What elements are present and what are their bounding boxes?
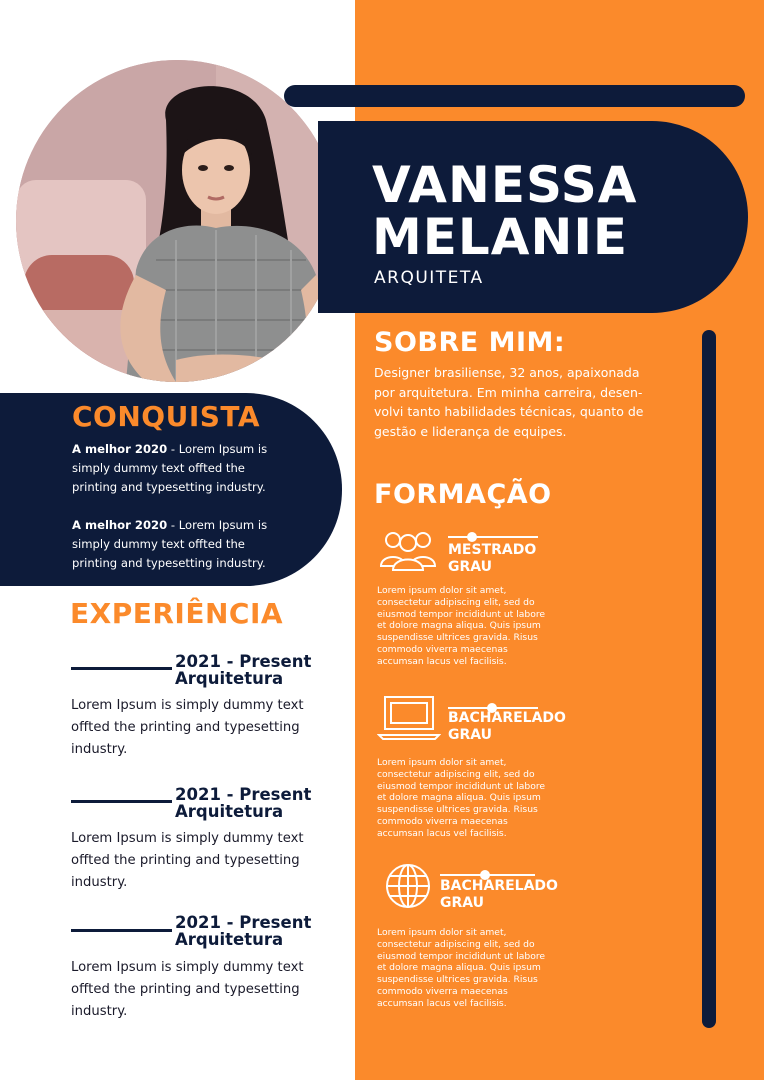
education-3-text: Lorem ipsum dolor sit amet, consectetur adipiscing elit, sed do eiusmod tempor incididunt ut labore et dolore magna aliqua. Quis ipsum suspendisse ultrices gravida. Risus commodo viverra maecenas accumsan lacus vel facilisis.: [377, 927, 546, 1009]
education-2-title-line1: BACHARELADO: [448, 710, 566, 726]
education-title: FORMAÇÃO: [374, 479, 552, 510]
about-title: SOBRE MIM:: [374, 327, 566, 358]
experience-1-header: [175, 653, 311, 687]
laptop-icon: [377, 695, 439, 747]
top-accent-bar: [284, 85, 745, 107]
experience-2-position: Arquitetura: [175, 802, 284, 821]
education-3-title-line1: BACHARELADO: [440, 878, 558, 894]
right-accent-bar: [702, 330, 716, 1028]
job-role: ARQUITETA: [374, 268, 484, 288]
education-2-title: [448, 710, 566, 744]
people-group-icon: [377, 528, 439, 580]
education-1-title-line2: GRAU: [448, 559, 493, 575]
globe-icon: [384, 862, 446, 914]
education-1-title-line1: MESTRADO: [448, 542, 537, 558]
education-3-title-line2: GRAU: [440, 895, 485, 911]
achievement-item: [72, 516, 292, 573]
experience-1-period: 2021 - Present: [175, 652, 312, 671]
profile-photo: [16, 60, 338, 382]
education-1-divider: [448, 536, 538, 538]
education-1-title: [448, 542, 536, 576]
achievement-text: - Lorem Ipsum is simply dummy text offted the printing and typesetting industry.: [72, 518, 268, 570]
about-text: Designer brasiliense, 32 anos, apaixonada por arquitetura. Em minha carreira, desen- volvi tanto habilidades técnicas, quanto de gestão e liderança de equipes.: [374, 365, 644, 439]
education-1-text: Lorem ipsum dolor sit amet, consectetur adipiscing elit, sed do eiusmod tempor incididunt ut labore et dolore magna aliqua. Quis ipsum suspendisse ultrices gravida. Risus commodo viverra maecenas accumsan lacus vel facilisis.: [377, 585, 546, 667]
achievement-label: A melhor 2020: [72, 518, 168, 532]
achievement-text: - Lorem Ipsum is simply dummy text offted the printing and typesetting industry.: [72, 442, 268, 494]
education-1-dot: [467, 532, 477, 542]
achievement-label: A melhor 2020: [72, 442, 168, 456]
profile-photo-illustration: [16, 60, 338, 382]
education-3-title: [440, 878, 558, 912]
experience-3-text: Lorem Ipsum is simply dummy text offted the printing and typesetting industry.: [71, 960, 304, 1019]
education-2-text: Lorem ipsum dolor sit amet, consectetur adipiscing elit, sed do eiusmod tempor incididunt ut labore et dolore magna aliqua. Quis ipsum suspendisse ultrices gravida. Risus commodo viverra maecenas accumsan lacus vel facilisis.: [377, 757, 546, 839]
experience-3-divider: [71, 929, 172, 932]
experience-3-period: 2021 - Present: [175, 913, 312, 932]
experience-3-position: Arquitetura: [175, 930, 284, 949]
experience-2-period: 2021 - Present: [175, 785, 312, 804]
experience-1-position: Arquitetura: [175, 669, 284, 688]
experience-2-divider: [71, 800, 172, 803]
last-name: MELANIE: [372, 208, 629, 266]
experience-2-text: Lorem Ipsum is simply dummy text offted the printing and typesetting industry.: [71, 831, 304, 890]
experience-2-header: [175, 786, 311, 820]
experience-3-header: [175, 914, 311, 948]
experience-1-text: Lorem Ipsum is simply dummy text offted the printing and typesetting industry.: [71, 698, 304, 757]
education-2-title-line2: GRAU: [448, 727, 493, 743]
first-name: VANESSA: [372, 156, 638, 214]
achievements-title: CONQUISTA: [72, 400, 261, 433]
experience-title: EXPERIÊNCIA: [70, 597, 284, 630]
experience-1-divider: [71, 667, 172, 670]
achievement-item: [72, 440, 292, 497]
